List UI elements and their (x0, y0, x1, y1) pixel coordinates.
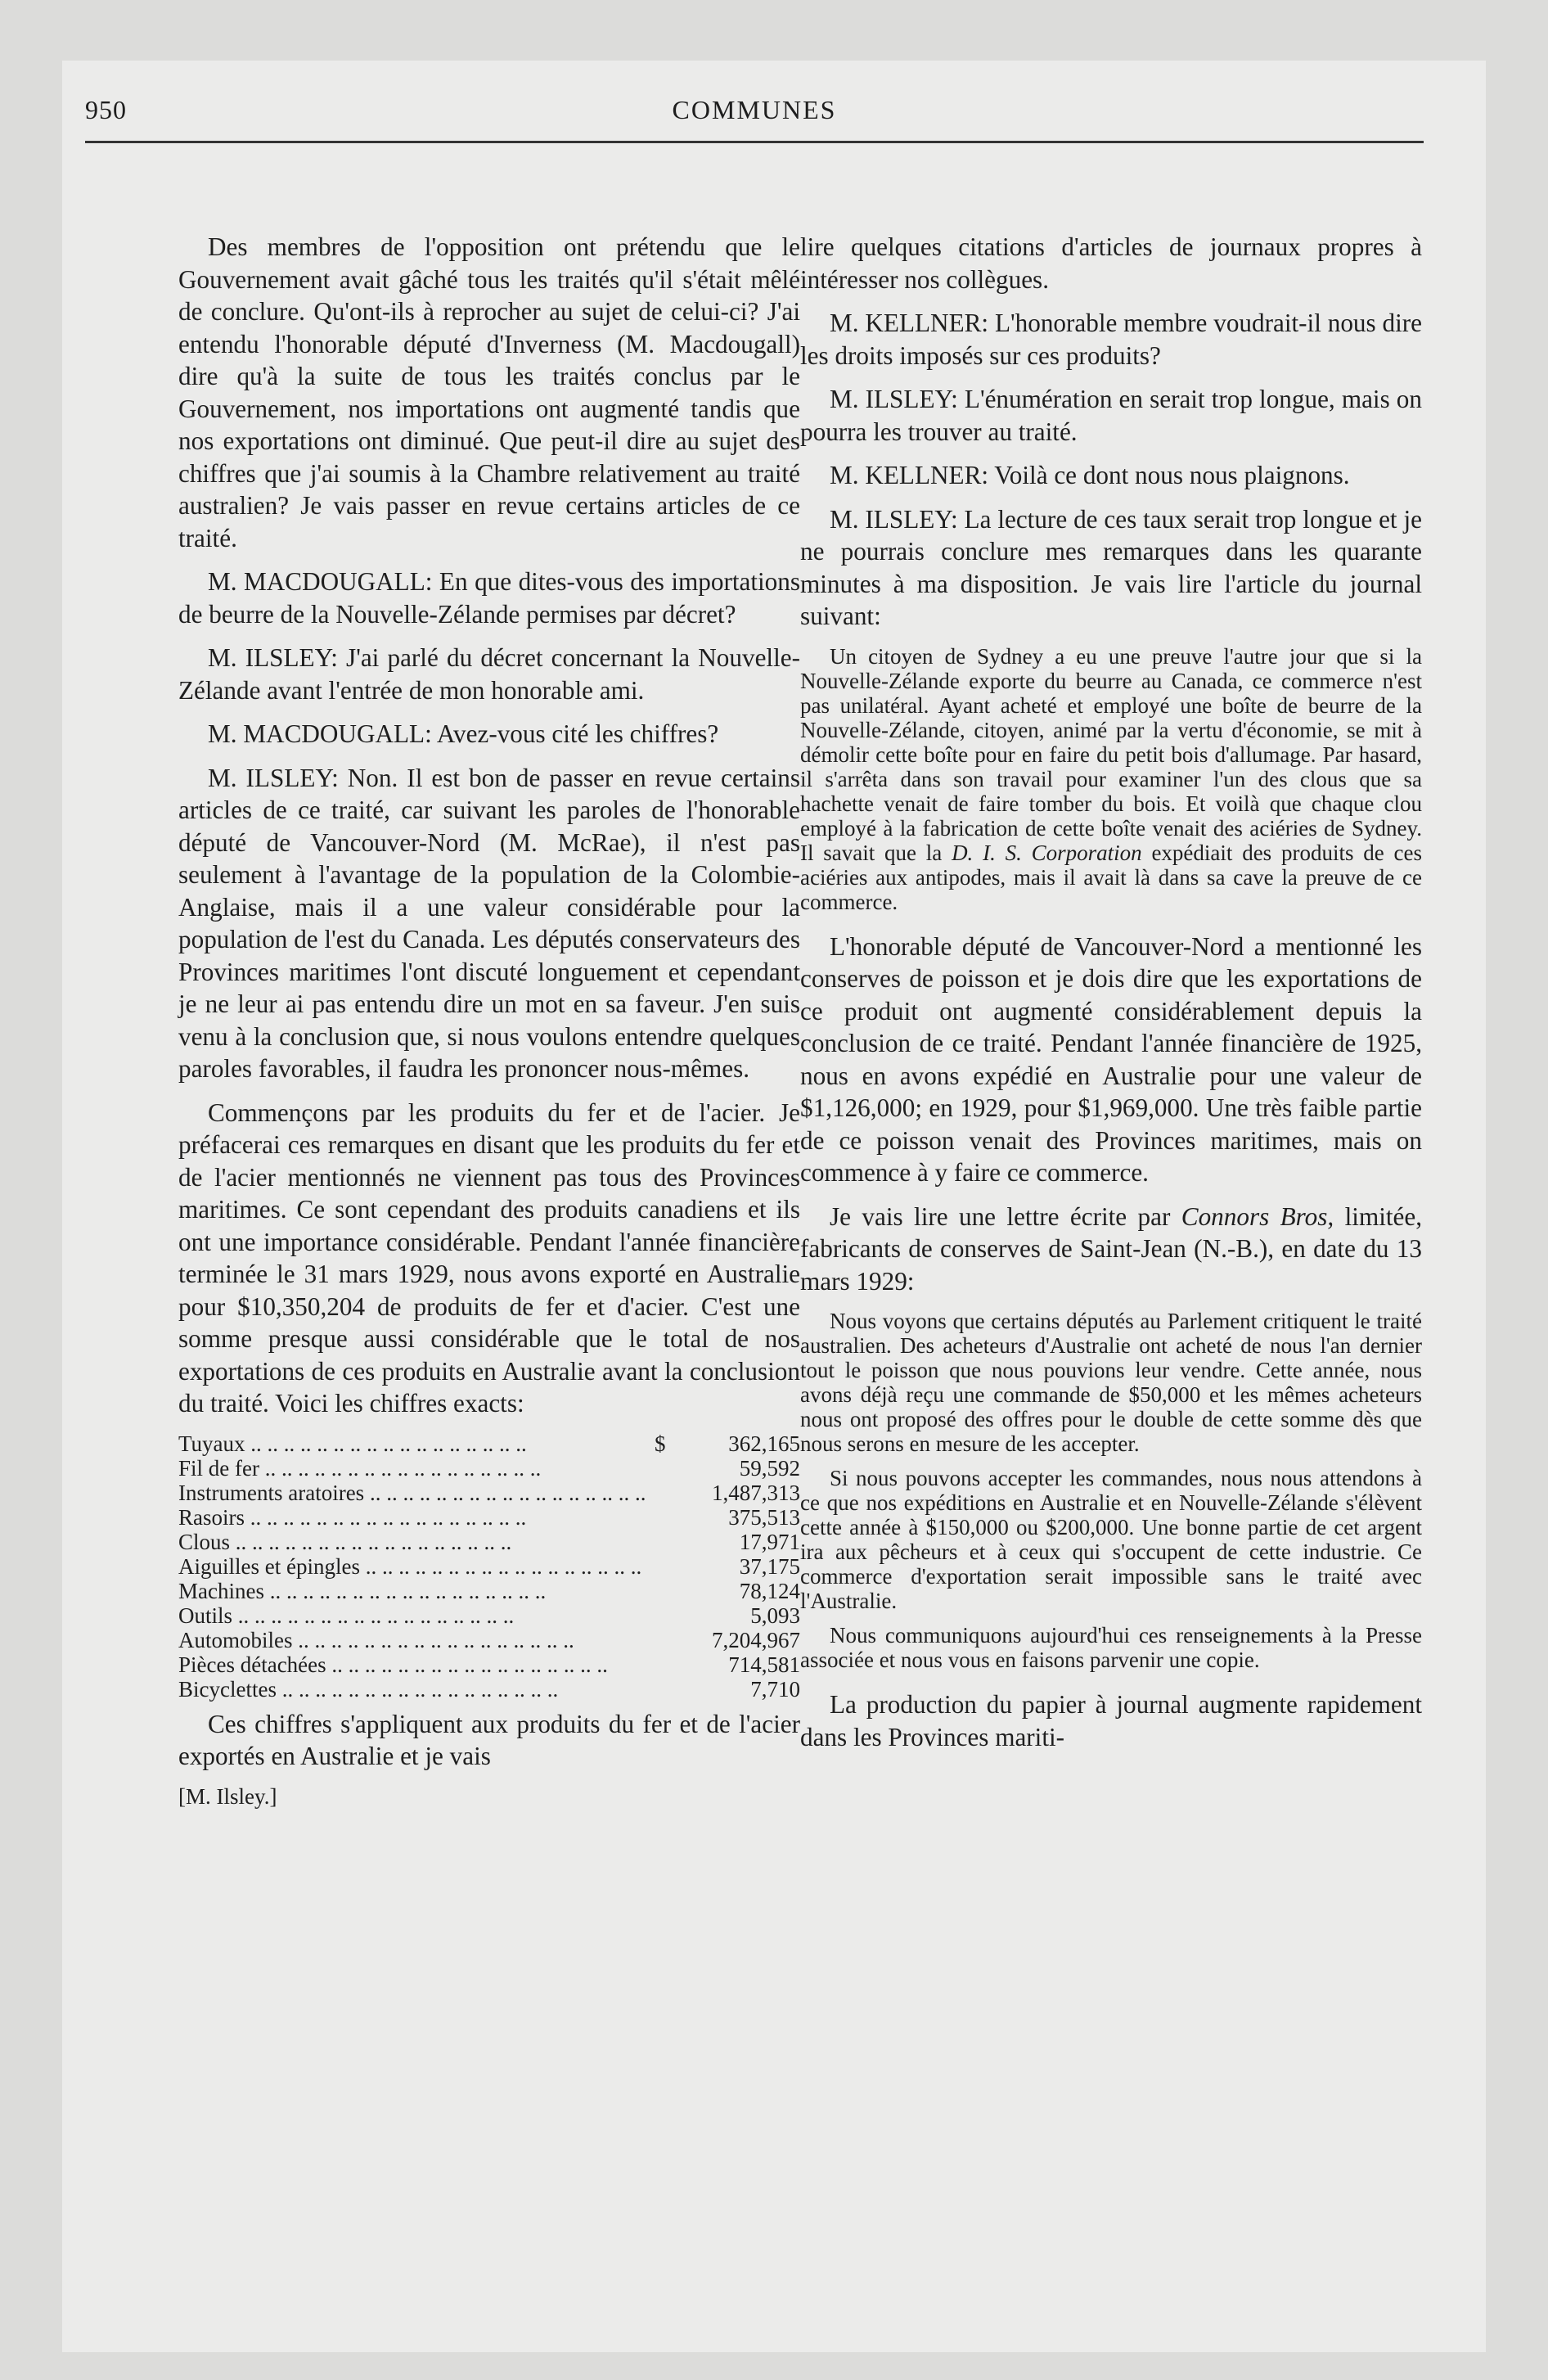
currency-sign (655, 1579, 669, 1603)
table-row (178, 1481, 800, 1505)
page-number: 950 (85, 95, 127, 124)
currency-sign (655, 1652, 669, 1677)
paragraph: M. ILSLEY: La lecture de ces taux serait trop longue et je ne pourrais conclure mes remarques dans les quarante minutes à ma disposition. Je vais lire l'article du journal suivant: (800, 504, 1422, 630)
paragraph: M. ILSLEY: L'énumération en serait trop longue, mais on pourra les trouver au traité. (800, 385, 1422, 446)
currency-sign (655, 1677, 669, 1702)
paragraph: Ces chiffres s'appliquent aux produits du fer et de l'acier exportés en Australie et je vais (178, 1709, 800, 1770)
item-label: Instruments aratoires .. .. (178, 1481, 655, 1505)
item-amount: 7,710 (750, 1676, 800, 1702)
page-header (85, 90, 1424, 147)
table-row (178, 1431, 800, 1456)
item-label: Tuyaux .. .. (178, 1431, 655, 1456)
currency-sign (655, 1481, 669, 1505)
letter-quote (800, 1309, 1422, 1672)
item-label: Machines .. .. (178, 1579, 655, 1603)
quote-paragraph: Nous voyons que certains députés au Parlement critiquent le traité australien. Des acheteurs d'Australie ont acheté de nous l'an dernier tout le poisson que nous pouvions leur vendre. Cette année, nous avons déjà reçu une commande de $50,000 et les mêmes acheteurs nous ont proposé des offres pour le double de cette somme dès que nous serons en mesure de les accepter. (800, 1309, 1422, 1456)
paragraph: M. MACDOUGALL: En que dites-vous des importations de beurre de la Nouvelle-Zélande permises par décret? (178, 567, 800, 629)
item-label: Rasoirs .. .. (178, 1505, 655, 1530)
quote-emphasis: D. I. S. Corporation (952, 840, 1142, 865)
speaker-signature: [M. Ilsley.] (178, 1783, 277, 1809)
currency-sign (655, 1554, 669, 1579)
item-label: Bicyclettes .. .. (178, 1677, 655, 1702)
table-row (178, 1603, 800, 1628)
paragraph: M. KELLNER: L'honorable membre voudrait-il nous dire les droits imposés sur ces produits? (800, 309, 1422, 370)
running-title: COMMUNES (672, 95, 837, 124)
paragraph: Commençons par les produits du fer et de l'acier. Je préfacerai ces remarques en disant que les produits du fer et de l'acier mentionnés ne viennent pas tous des Provinces maritimes. Ce sont cependant des produits canadiens et ils ont une importance considérable. Pendant l'année financière terminée le 31 mars 1929, nous avons exporté en Australie pour $10,350,204 de produits de fer et d'acier. C'est une somme presque aussi considérable que le total de nos exportations de ces produits en Australie avant la conclusion du traité. Voici les chiffres exacts: (178, 1098, 800, 1418)
left-column (178, 231, 800, 1810)
item-amount: 17,971 (739, 1529, 800, 1554)
paragraph: lire quelques citations d'articles de journaux propres à intéresser nos collègues. (800, 232, 1422, 294)
item-amount: 78,124 (739, 1578, 800, 1603)
paragraph-text: Je vais lire une lettre écrite par (830, 1201, 1171, 1231)
item-amount: 59,592 (739, 1455, 800, 1481)
paragraph (800, 1201, 1422, 1298)
table-row (178, 1579, 800, 1603)
paragraph: M. ILSLEY: Non. Il est bon de passer en revue certains articles de ce traité, car suivant les paroles de l'honorable député de Vancouver-Nord (M. McRae), il n'est pas seulement à l'avantage de la population de la Colombie-Anglaise, mais il a une valeur considérable pour la population de l'est du Canada. Les députés conservateurs des Provinces maritimes l'ont discuté longuement et cependant je ne leur ai pas entendu dire un mot en sa faveur. J'en suis venu à la conclusion que, si nous voulons entendre quelques paroles favorables, il faudra les prononcer nous-mêmes. (178, 763, 800, 1083)
item-amount: 375,513 (728, 1504, 800, 1530)
table-row (178, 1677, 800, 1702)
item-label: Automobiles .. .. (178, 1628, 655, 1652)
item-amount: 362,165 (728, 1431, 800, 1456)
currency-sign (655, 1603, 669, 1628)
item-amount: 7,204,967 (712, 1627, 800, 1652)
company-name: Connors Bros, (1181, 1201, 1334, 1231)
item-label: Clous .. .. (178, 1530, 655, 1554)
item-amount: 714,581 (728, 1652, 800, 1677)
table-row (178, 1652, 800, 1677)
right-column (800, 231, 1422, 1765)
quote-paragraph (800, 644, 1422, 914)
table-row (178, 1456, 800, 1481)
currency-sign (655, 1628, 669, 1652)
paragraph: M. MACDOUGALL: Avez-vous cité les chiffres? (208, 719, 719, 748)
paragraph-text: limitée, fabricants de conserves de Saint-Jean (N.-B.), en date du 13 mars 1929: (800, 1201, 1423, 1296)
currency-sign (655, 1456, 669, 1481)
quote-text: expédiait des produits de ces aciéries aux antipodes, mais il avait là dans sa cave la preuve de ce commerce. (800, 840, 1422, 914)
header-rule (85, 141, 1424, 143)
item-label: Outils .. .. (178, 1603, 655, 1628)
item-label: Fil de fer .. .. (178, 1456, 655, 1481)
currency-sign (655, 1530, 669, 1554)
currency-sign: $ (655, 1431, 666, 1456)
table-row (178, 1505, 800, 1530)
table-row (178, 1530, 800, 1554)
quote-text: Un citoyen de Sydney a eu une preuve l'autre jour que si la Nouvelle-Zélande exporte du beurre au Canada, ce commerce n'est pas unilatéral. Ayant acheté et employé une boîte de beurre de la Nouvelle-Zélande, citoyen, animé par la vertu d'économie, se mit à démolir cette boîte pour en faire du petit bois d'allumage. Par hasard, il s'arrêta dans son travail pour examiner l'un des clous que sa hachette venait de faire tomber du bois. Et voilà que chaque clou employé à la fabrication de cette boîte venait des aciéries de Sydney. Il savait que la (800, 643, 1422, 865)
item-label: Pièces détachées .. .. (178, 1652, 655, 1677)
paragraph: M. ILSLEY: J'ai parlé du décret concernant la Nouvelle-Zélande avant l'entrée de mon honorable ami. (178, 643, 800, 705)
item-label: Aiguilles et épingles .. .. (178, 1554, 655, 1579)
paragraph: L'honorable député de Vancouver-Nord a mentionné les conserves de poisson et je dois dire que les exportations de ce produit ont augmenté considérablement depuis la conclusion de ce traité. Pendant l'année financière de 1925, nous en avons expédié en Australie pour une valeur de $1,126,000; en 1929, pour $1,969,000. Une très faible partie de ce poisson venait des Provinces maritimes, mais on commence à y faire ce commerce. (800, 931, 1422, 1187)
item-amount: 5,093 (750, 1602, 800, 1628)
quote-paragraph: Si nous pouvons accepter les commandes, nous nous attendons à ce que nos expéditions en Australie et en Nouvelle-Zélande s'élèvent cette année à $150,000 ou $200,000. Une bonne partie de cet argent ira aux pêcheurs et à ceux qui s'occupent de cette industrie. Ce commerce d'exportation serait impossible sans le traité avec l'Australie. (800, 1466, 1422, 1613)
quote-paragraph: Nous communiquons aujourd'hui ces renseignements à la Presse associée et nous vous en faisons parvenir une copie. (800, 1623, 1422, 1672)
item-amount: 1,487,313 (712, 1480, 800, 1505)
export-figures-table (178, 1431, 800, 1702)
table-row (178, 1628, 800, 1652)
paragraph: Des membres de l'opposition ont prétendu que le Gouvernement avait gâché tous les traités qu'il s'était mêlé de conclure. Qu'ont-ils à reprocher au sujet de celui-ci? J'ai entendu l'honorable député d'Inverness (M. Macdougall) dire qu'à la suite de tous les traités conclus par le Gouvernement, nos importations ont augmenté tandis que nos exportations ont diminué. Que peut-il dire au sujet des chiffres que j'ai soumis à la Chambre relativement au traité australien? Je vais passer en revue certains articles de ce traité. (178, 232, 800, 552)
paragraph: La production du papier à journal augmente rapidement dans les Provinces mariti- (800, 1690, 1422, 1751)
paragraph: M. KELLNER: Voilà ce dont nous nous plaignons. (830, 461, 1350, 489)
newspaper-quote (800, 644, 1422, 914)
currency-sign (655, 1505, 669, 1530)
item-amount: 37,175 (739, 1553, 800, 1579)
table-row (178, 1554, 800, 1579)
